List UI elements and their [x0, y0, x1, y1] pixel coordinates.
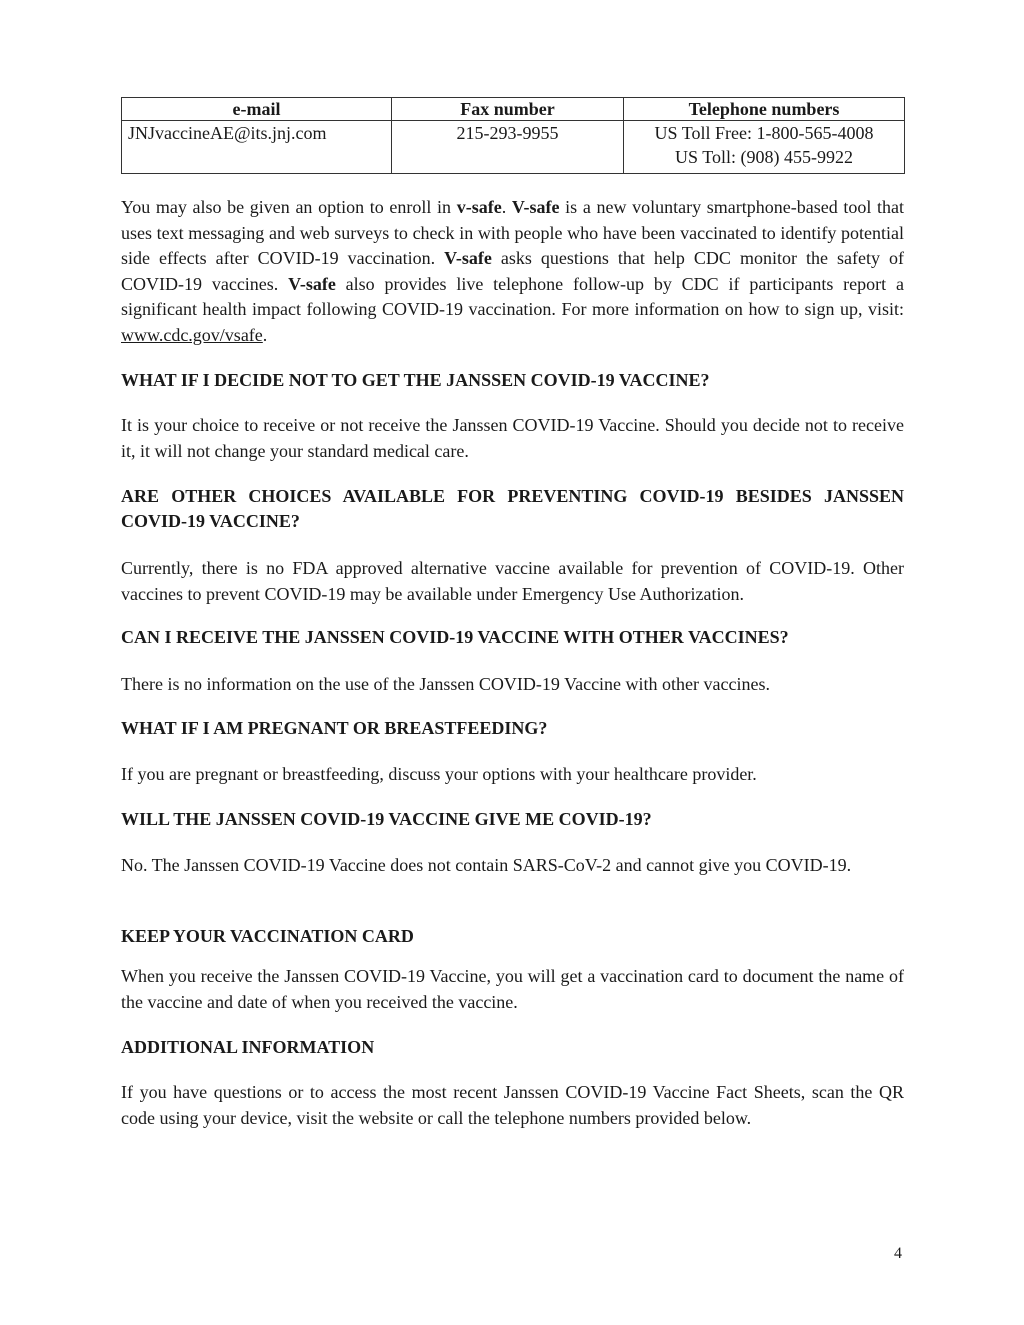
section-other-vaccines-body [121, 672, 904, 698]
vsafe-bold: v-safe [456, 197, 502, 217]
vsafe-text: also provides live telephone follow-up by CDC if participants report a significant health impact following COVID-19 vaccination. For more information on how to sign up, visit: [121, 273, 904, 319]
vsafe-section [121, 195, 904, 348]
telephone-cell [624, 121, 905, 174]
section-body: If you are pregnant or breastfeeding, discuss your options with your healthcare provider. [121, 764, 757, 784]
section-heading: WHAT IF I AM PREGNANT OR BREASTFEEDING? [121, 718, 548, 738]
section-heading: WILL THE JANSSEN COVID-19 VACCINE GIVE ME COVID-19? [121, 809, 652, 829]
vsafe-bold: V-safe [288, 273, 336, 294]
table-row [122, 121, 905, 174]
section-body: Currently, there is no FDA approved alternative vaccine available for prevention of COVID-19. Other vaccines to prevent COVID-19 may be available under Emergency Use Authorization. [121, 558, 904, 604]
vsafe-text: . [262, 324, 268, 345]
vsafe-text: You may also be given an option to enroll in [121, 197, 457, 217]
section-heading: CAN I RECEIVE THE JANSSEN COVID-19 VACCINE WITH OTHER VACCINES? [121, 627, 789, 647]
table-header-telephone: Telephone numbers [624, 98, 905, 121]
page-number: 4 [894, 1245, 902, 1262]
vsafe-text: is a new voluntary smartphone-based tool that uses text messaging and web surveys to check in with people who have been vaccinated to identify potential side effects after COVID-19 vaccination. [121, 197, 905, 268]
section-give-covid [121, 807, 904, 832]
section-additional-info [121, 1035, 904, 1060]
section-heading: ADDITIONAL INFORMATION [121, 1037, 375, 1057]
section-additional-info-body [121, 1080, 904, 1131]
contact-table [121, 97, 905, 174]
section-decline-body [121, 413, 904, 464]
section-body: When you receive the Janssen COVID-19 Vaccine, you will get a vaccination card to document the name of the vaccine and date of when you received the vaccine. [121, 966, 904, 1012]
fax-cell: 215-293-9955 [392, 121, 624, 174]
section-vaccination-card-body [121, 964, 904, 1015]
section-body: It is your choice to receive or not receive the Janssen COVID-19 Vaccine. Should you decide not to receive it, it will not change your standard medical care. [121, 415, 904, 461]
section-vaccination-card [121, 924, 904, 949]
vsafe-paragraph [121, 195, 904, 348]
section-heading: KEEP YOUR VACCINATION CARD [121, 926, 414, 946]
section-give-covid-body [121, 853, 904, 879]
toll-number: US Toll: (908) 455-9922 [675, 147, 853, 167]
section-decline [121, 368, 904, 393]
section-other-choices-body [121, 556, 904, 607]
toll-free-number: US Toll Free: 1-800-565-4008 [654, 123, 874, 143]
contact-table-wrapper [121, 97, 904, 174]
section-other-vaccines [121, 625, 904, 650]
section-heading: ARE OTHER CHOICES AVAILABLE FOR PREVENTING COVID-19 BESIDES JANSSEN COVID-19 VACCINE? [121, 486, 904, 531]
vsafe-link[interactable]: www.cdc.gov/vsafe [121, 324, 263, 345]
section-other-choices [121, 484, 904, 534]
section-body: There is no information on the use of the Janssen COVID-19 Vaccine with other vaccines. [121, 674, 770, 694]
vsafe-text: asks questions that help CDC monitor the safety of COVID-19 vaccines. [121, 248, 904, 294]
vsafe-text: . [501, 197, 512, 217]
vsafe-bold: V-safe [444, 248, 492, 268]
section-body: No. The Janssen COVID-19 Vaccine does not contain SARS-CoV-2 and cannot give you COVID-19. [121, 855, 852, 875]
email-cell: JNJvaccineAE@its.jnj.com [122, 121, 392, 174]
section-pregnant [121, 716, 904, 741]
section-heading: WHAT IF I DECIDE NOT TO GET THE JANSSEN COVID-19 VACCINE? [121, 370, 710, 390]
table-header-row [122, 98, 905, 121]
table-header-email: e-mail [122, 98, 392, 121]
section-body: If you have questions or to access the most recent Janssen COVID-19 Vaccine Fact Sheets, scan the QR code using your device, visit the website or call the telephone numbers provided below. [121, 1082, 904, 1128]
section-pregnant-body [121, 762, 904, 788]
table-header-fax: Fax number [392, 98, 624, 121]
vsafe-bold: V-safe [511, 197, 560, 217]
